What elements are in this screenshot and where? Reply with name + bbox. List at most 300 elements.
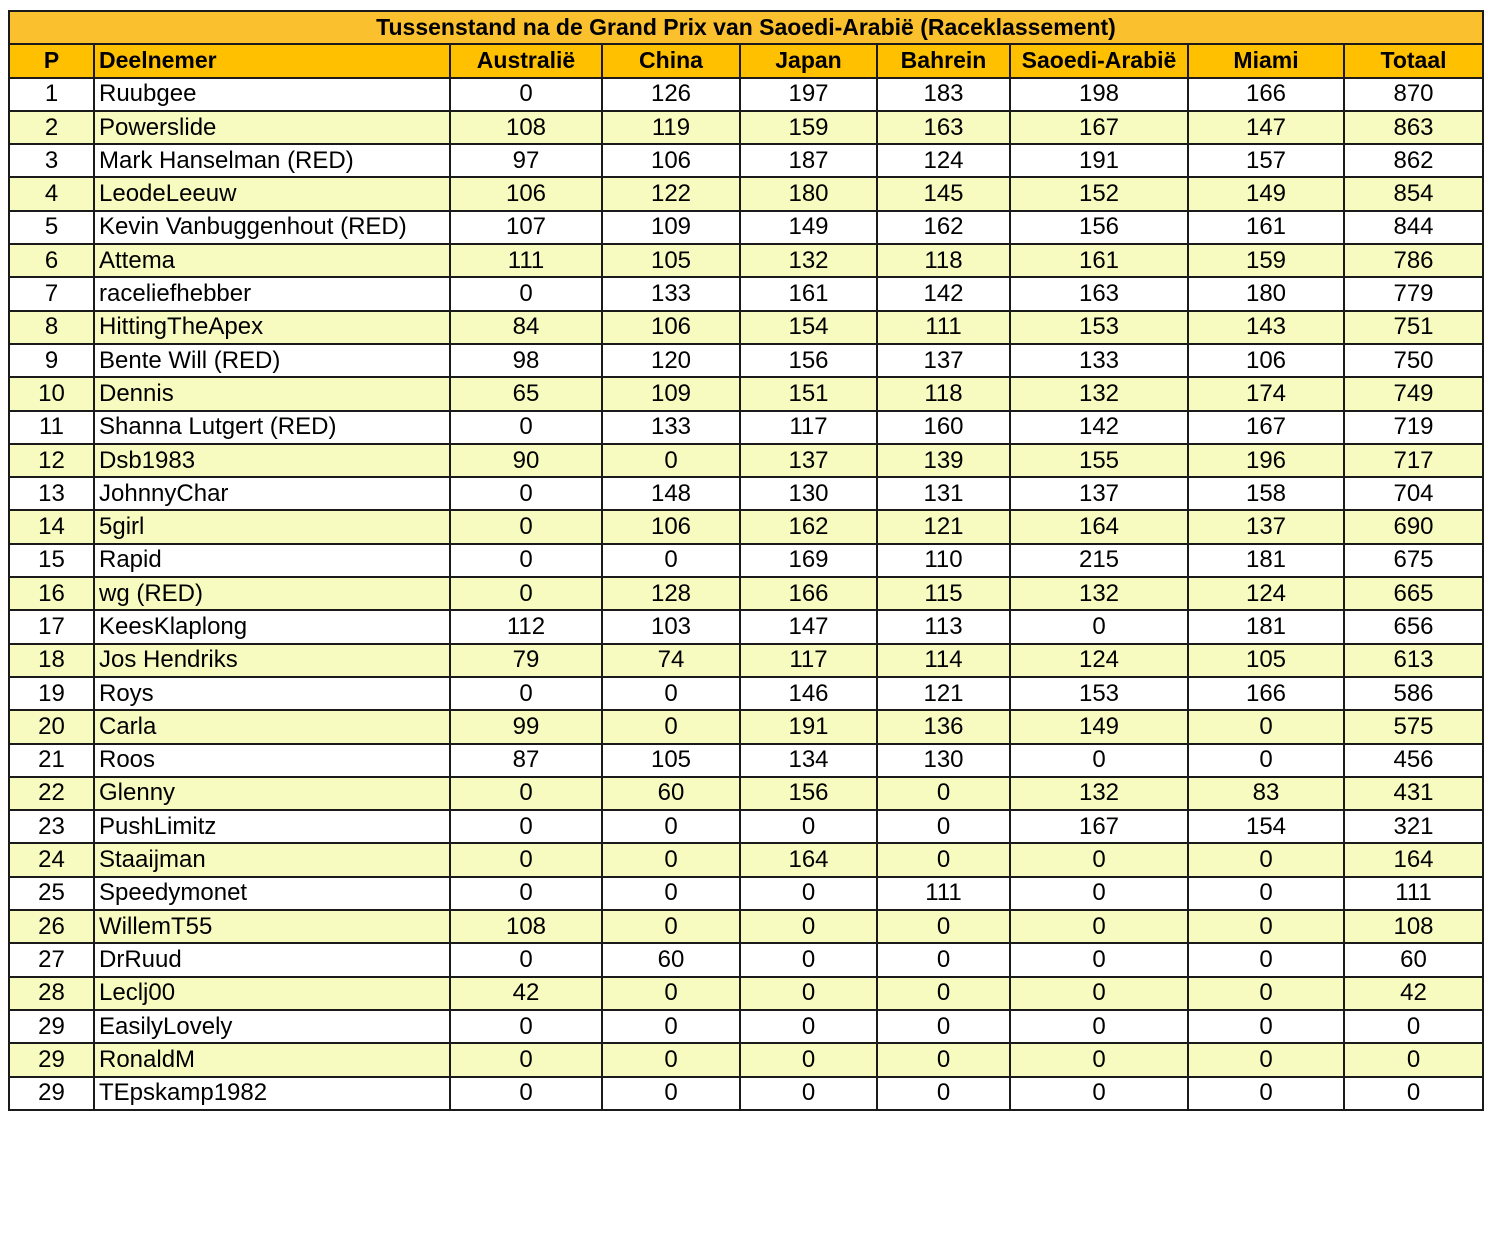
cell-participant: KeesKlaplong [94,610,450,643]
header-row [9,44,1483,77]
cell-bahrain: 160 [877,411,1010,444]
cell-australia: 0 [450,877,602,910]
cell-japan: 147 [740,610,877,643]
cell-position: 4 [9,177,94,210]
header-saudi-arabia: Saoedi-Arabië [1010,44,1188,77]
cell-china: 0 [602,1010,740,1043]
cell-saudi-arabia: 0 [1010,943,1188,976]
cell-bahrain: 0 [877,910,1010,943]
cell-bahrain: 110 [877,544,1010,577]
cell-miami: 83 [1188,777,1344,810]
cell-position: 23 [9,810,94,843]
cell-bahrain: 121 [877,510,1010,543]
cell-total: 844 [1344,211,1483,244]
cell-total: 862 [1344,144,1483,177]
cell-australia: 108 [450,111,602,144]
table-row [9,610,1483,643]
cell-saudi-arabia: 0 [1010,610,1188,643]
cell-australia: 107 [450,211,602,244]
cell-china: 0 [602,1077,740,1110]
cell-miami: 0 [1188,1077,1344,1110]
cell-total: 690 [1344,510,1483,543]
cell-saudi-arabia: 0 [1010,744,1188,777]
cell-japan: 197 [740,78,877,111]
cell-miami: 157 [1188,144,1344,177]
cell-participant: Dennis [94,377,450,410]
cell-saudi-arabia: 152 [1010,177,1188,210]
cell-position: 21 [9,744,94,777]
cell-china: 106 [602,510,740,543]
cell-participant: JohnnyChar [94,477,450,510]
cell-saudi-arabia: 149 [1010,710,1188,743]
cell-japan: 0 [740,810,877,843]
cell-total: 321 [1344,810,1483,843]
cell-position: 16 [9,577,94,610]
cell-position: 14 [9,510,94,543]
cell-miami: 0 [1188,710,1344,743]
header-australia: Australië [450,44,602,77]
header-participant: Deelnemer [94,44,450,77]
cell-australia: 0 [450,1043,602,1076]
table-row [9,843,1483,876]
cell-japan: 0 [740,943,877,976]
cell-australia: 0 [450,843,602,876]
header-japan: Japan [740,44,877,77]
table-row [9,144,1483,177]
cell-australia: 99 [450,710,602,743]
cell-saudi-arabia: 132 [1010,777,1188,810]
table-row [9,311,1483,344]
cell-participant: Bente Will (RED) [94,344,450,377]
cell-position: 19 [9,677,94,710]
cell-japan: 161 [740,277,877,310]
cell-australia: 0 [450,677,602,710]
header-miami: Miami [1188,44,1344,77]
cell-china: 106 [602,311,740,344]
table-row [9,111,1483,144]
cell-japan: 151 [740,377,877,410]
header-total: Totaal [1344,44,1483,77]
cell-saudi-arabia: 132 [1010,377,1188,410]
cell-saudi-arabia: 156 [1010,211,1188,244]
cell-participant: Dsb1983 [94,444,450,477]
cell-total: 613 [1344,644,1483,677]
table-body [9,78,1483,1110]
cell-total: 431 [1344,777,1483,810]
cell-total: 108 [1344,910,1483,943]
cell-position: 12 [9,444,94,477]
header-bahrain: Bahrein [877,44,1010,77]
table-row [9,211,1483,244]
cell-bahrain: 131 [877,477,1010,510]
cell-saudi-arabia: 155 [1010,444,1188,477]
cell-australia: 98 [450,344,602,377]
cell-total: 719 [1344,411,1483,444]
cell-position: 10 [9,377,94,410]
cell-position: 28 [9,977,94,1010]
cell-total: 779 [1344,277,1483,310]
cell-bahrain: 0 [877,1010,1010,1043]
header-position: P [9,44,94,77]
cell-china: 0 [602,677,740,710]
cell-japan: 134 [740,744,877,777]
cell-total: 575 [1344,710,1483,743]
cell-participant: WillemT55 [94,910,450,943]
cell-total: 870 [1344,78,1483,111]
cell-australia: 87 [450,744,602,777]
cell-japan: 159 [740,111,877,144]
cell-participant: DrRuud [94,943,450,976]
cell-position: 6 [9,244,94,277]
cell-miami: 124 [1188,577,1344,610]
cell-bahrain: 0 [877,777,1010,810]
cell-miami: 147 [1188,111,1344,144]
cell-australia: 0 [450,577,602,610]
cell-position: 29 [9,1043,94,1076]
cell-bahrain: 0 [877,1043,1010,1076]
cell-participant: Jos Hendriks [94,644,450,677]
cell-australia: 90 [450,444,602,477]
cell-position: 26 [9,910,94,943]
cell-saudi-arabia: 167 [1010,111,1188,144]
cell-total: 863 [1344,111,1483,144]
cell-japan: 0 [740,1077,877,1110]
cell-china: 122 [602,177,740,210]
cell-bahrain: 130 [877,744,1010,777]
cell-saudi-arabia: 163 [1010,277,1188,310]
cell-china: 0 [602,843,740,876]
cell-position: 9 [9,344,94,377]
cell-bahrain: 118 [877,244,1010,277]
cell-australia: 112 [450,610,602,643]
table-row [9,744,1483,777]
cell-australia: 42 [450,977,602,1010]
table-row [9,1077,1483,1110]
header-china: China [602,44,740,77]
cell-japan: 132 [740,244,877,277]
cell-position: 11 [9,411,94,444]
cell-china: 0 [602,877,740,910]
cell-position: 7 [9,277,94,310]
cell-japan: 164 [740,843,877,876]
cell-participant: wg (RED) [94,577,450,610]
cell-saudi-arabia: 167 [1010,810,1188,843]
cell-china: 60 [602,943,740,976]
cell-total: 751 [1344,311,1483,344]
cell-position: 3 [9,144,94,177]
cell-participant: Rapid [94,544,450,577]
cell-australia: 0 [450,411,602,444]
cell-participant: Glenny [94,777,450,810]
table-row [9,510,1483,543]
cell-australia: 0 [450,78,602,111]
cell-bahrain: 183 [877,78,1010,111]
cell-bahrain: 0 [877,843,1010,876]
cell-position: 29 [9,1077,94,1110]
cell-china: 74 [602,644,740,677]
cell-participant: PushLimitz [94,810,450,843]
cell-china: 148 [602,477,740,510]
cell-total: 665 [1344,577,1483,610]
table-row [9,877,1483,910]
cell-miami: 174 [1188,377,1344,410]
cell-japan: 156 [740,777,877,810]
cell-saudi-arabia: 161 [1010,244,1188,277]
cell-participant: 5girl [94,510,450,543]
cell-bahrain: 0 [877,943,1010,976]
table-row [9,710,1483,743]
cell-miami: 180 [1188,277,1344,310]
cell-position: 20 [9,710,94,743]
cell-saudi-arabia: 0 [1010,1043,1188,1076]
cell-participant: Roos [94,744,450,777]
cell-australia: 97 [450,144,602,177]
cell-saudi-arabia: 0 [1010,1010,1188,1043]
cell-bahrain: 139 [877,444,1010,477]
cell-bahrain: 121 [877,677,1010,710]
cell-total: 675 [1344,544,1483,577]
cell-participant: LeodeLeeuw [94,177,450,210]
cell-bahrain: 0 [877,977,1010,1010]
cell-total: 0 [1344,1010,1483,1043]
cell-saudi-arabia: 191 [1010,144,1188,177]
cell-miami: 137 [1188,510,1344,543]
cell-miami: 154 [1188,810,1344,843]
table-row [9,1010,1483,1043]
cell-china: 0 [602,910,740,943]
cell-participant: Attema [94,244,450,277]
cell-total: 656 [1344,610,1483,643]
cell-position: 27 [9,943,94,976]
cell-saudi-arabia: 132 [1010,577,1188,610]
cell-total: 0 [1344,1077,1483,1110]
cell-china: 0 [602,977,740,1010]
cell-participant: Kevin Vanbuggenhout (RED) [94,211,450,244]
cell-china: 106 [602,144,740,177]
table-row [9,644,1483,677]
cell-position: 18 [9,644,94,677]
cell-position: 17 [9,610,94,643]
cell-position: 25 [9,877,94,910]
cell-japan: 137 [740,444,877,477]
cell-participant: Leclj00 [94,977,450,1010]
cell-australia: 0 [450,1077,602,1110]
cell-saudi-arabia: 124 [1010,644,1188,677]
cell-miami: 0 [1188,744,1344,777]
cell-japan: 191 [740,710,877,743]
table-row [9,444,1483,477]
cell-australia: 65 [450,377,602,410]
cell-bahrain: 114 [877,644,1010,677]
cell-china: 0 [602,444,740,477]
cell-saudi-arabia: 0 [1010,910,1188,943]
cell-miami: 0 [1188,977,1344,1010]
cell-bahrain: 0 [877,1077,1010,1110]
cell-participant: HittingTheApex [94,311,450,344]
standings-table [8,10,1484,1111]
cell-bahrain: 145 [877,177,1010,210]
cell-miami: 143 [1188,311,1344,344]
cell-miami: 0 [1188,843,1344,876]
cell-total: 854 [1344,177,1483,210]
cell-japan: 117 [740,644,877,677]
cell-australia: 79 [450,644,602,677]
cell-miami: 105 [1188,644,1344,677]
cell-total: 586 [1344,677,1483,710]
cell-japan: 117 [740,411,877,444]
cell-japan: 130 [740,477,877,510]
cell-position: 1 [9,78,94,111]
cell-miami: 161 [1188,211,1344,244]
cell-australia: 0 [450,943,602,976]
cell-japan: 156 [740,344,877,377]
cell-bahrain: 163 [877,111,1010,144]
cell-participant: TEpskamp1982 [94,1077,450,1110]
cell-china: 103 [602,610,740,643]
cell-saudi-arabia: 215 [1010,544,1188,577]
cell-saudi-arabia: 142 [1010,411,1188,444]
cell-china: 133 [602,277,740,310]
cell-position: 5 [9,211,94,244]
cell-total: 164 [1344,843,1483,876]
cell-japan: 0 [740,977,877,1010]
cell-miami: 158 [1188,477,1344,510]
cell-saudi-arabia: 153 [1010,677,1188,710]
table-row [9,377,1483,410]
cell-australia: 0 [450,777,602,810]
cell-bahrain: 111 [877,311,1010,344]
cell-position: 22 [9,777,94,810]
cell-australia: 106 [450,177,602,210]
cell-japan: 0 [740,1010,877,1043]
table-row [9,177,1483,210]
cell-china: 0 [602,544,740,577]
table-row [9,477,1483,510]
table-row [9,277,1483,310]
cell-japan: 180 [740,177,877,210]
table-row [9,78,1483,111]
cell-position: 15 [9,544,94,577]
cell-china: 109 [602,377,740,410]
cell-saudi-arabia: 198 [1010,78,1188,111]
cell-total: 60 [1344,943,1483,976]
cell-bahrain: 137 [877,344,1010,377]
cell-australia: 0 [450,544,602,577]
table-row [9,411,1483,444]
cell-participant: Powerslide [94,111,450,144]
cell-japan: 149 [740,211,877,244]
table-row [9,677,1483,710]
cell-miami: 196 [1188,444,1344,477]
cell-japan: 169 [740,544,877,577]
cell-bahrain: 124 [877,144,1010,177]
cell-total: 111 [1344,877,1483,910]
cell-japan: 0 [740,910,877,943]
cell-miami: 0 [1188,1043,1344,1076]
cell-participant: EasilyLovely [94,1010,450,1043]
cell-bahrain: 111 [877,877,1010,910]
cell-bahrain: 162 [877,211,1010,244]
cell-miami: 159 [1188,244,1344,277]
cell-australia: 0 [450,510,602,543]
table-row [9,344,1483,377]
cell-miami: 0 [1188,1010,1344,1043]
cell-australia: 108 [450,910,602,943]
cell-position: 2 [9,111,94,144]
cell-saudi-arabia: 0 [1010,877,1188,910]
cell-japan: 146 [740,677,877,710]
cell-miami: 167 [1188,411,1344,444]
cell-miami: 0 [1188,943,1344,976]
cell-bahrain: 0 [877,810,1010,843]
cell-position: 13 [9,477,94,510]
cell-china: 0 [602,710,740,743]
table-row [9,777,1483,810]
cell-china: 105 [602,744,740,777]
cell-miami: 166 [1188,677,1344,710]
cell-japan: 0 [740,877,877,910]
cell-total: 704 [1344,477,1483,510]
table-row [9,943,1483,976]
cell-australia: 0 [450,477,602,510]
cell-miami: 166 [1188,78,1344,111]
cell-miami: 0 [1188,877,1344,910]
cell-bahrain: 115 [877,577,1010,610]
cell-total: 717 [1344,444,1483,477]
table-title: Tussenstand na de Grand Prix van Saoedi-Arabië (Raceklassement) [9,11,1483,44]
cell-china: 120 [602,344,740,377]
cell-total: 750 [1344,344,1483,377]
cell-position: 8 [9,311,94,344]
table-row [9,910,1483,943]
cell-miami: 0 [1188,910,1344,943]
cell-miami: 181 [1188,610,1344,643]
cell-bahrain: 113 [877,610,1010,643]
cell-saudi-arabia: 137 [1010,477,1188,510]
cell-japan: 187 [740,144,877,177]
cell-china: 109 [602,211,740,244]
cell-china: 119 [602,111,740,144]
cell-participant: Roys [94,677,450,710]
cell-participant: Carla [94,710,450,743]
cell-japan: 0 [740,1043,877,1076]
cell-participant: Mark Hanselman (RED) [94,144,450,177]
cell-total: 749 [1344,377,1483,410]
cell-australia: 0 [450,810,602,843]
cell-saudi-arabia: 0 [1010,843,1188,876]
cell-australia: 0 [450,1010,602,1043]
cell-saudi-arabia: 133 [1010,344,1188,377]
cell-australia: 84 [450,311,602,344]
cell-bahrain: 142 [877,277,1010,310]
cell-participant: Ruubgee [94,78,450,111]
table-row [9,810,1483,843]
cell-saudi-arabia: 0 [1010,1077,1188,1110]
cell-bahrain: 118 [877,377,1010,410]
cell-miami: 149 [1188,177,1344,210]
cell-china: 0 [602,810,740,843]
cell-participant: RonaldM [94,1043,450,1076]
cell-participant: Speedymonet [94,877,450,910]
table-row [9,544,1483,577]
cell-position: 29 [9,1010,94,1043]
table-row [9,244,1483,277]
cell-saudi-arabia: 0 [1010,977,1188,1010]
cell-china: 128 [602,577,740,610]
cell-china: 0 [602,1043,740,1076]
cell-china: 133 [602,411,740,444]
cell-japan: 166 [740,577,877,610]
